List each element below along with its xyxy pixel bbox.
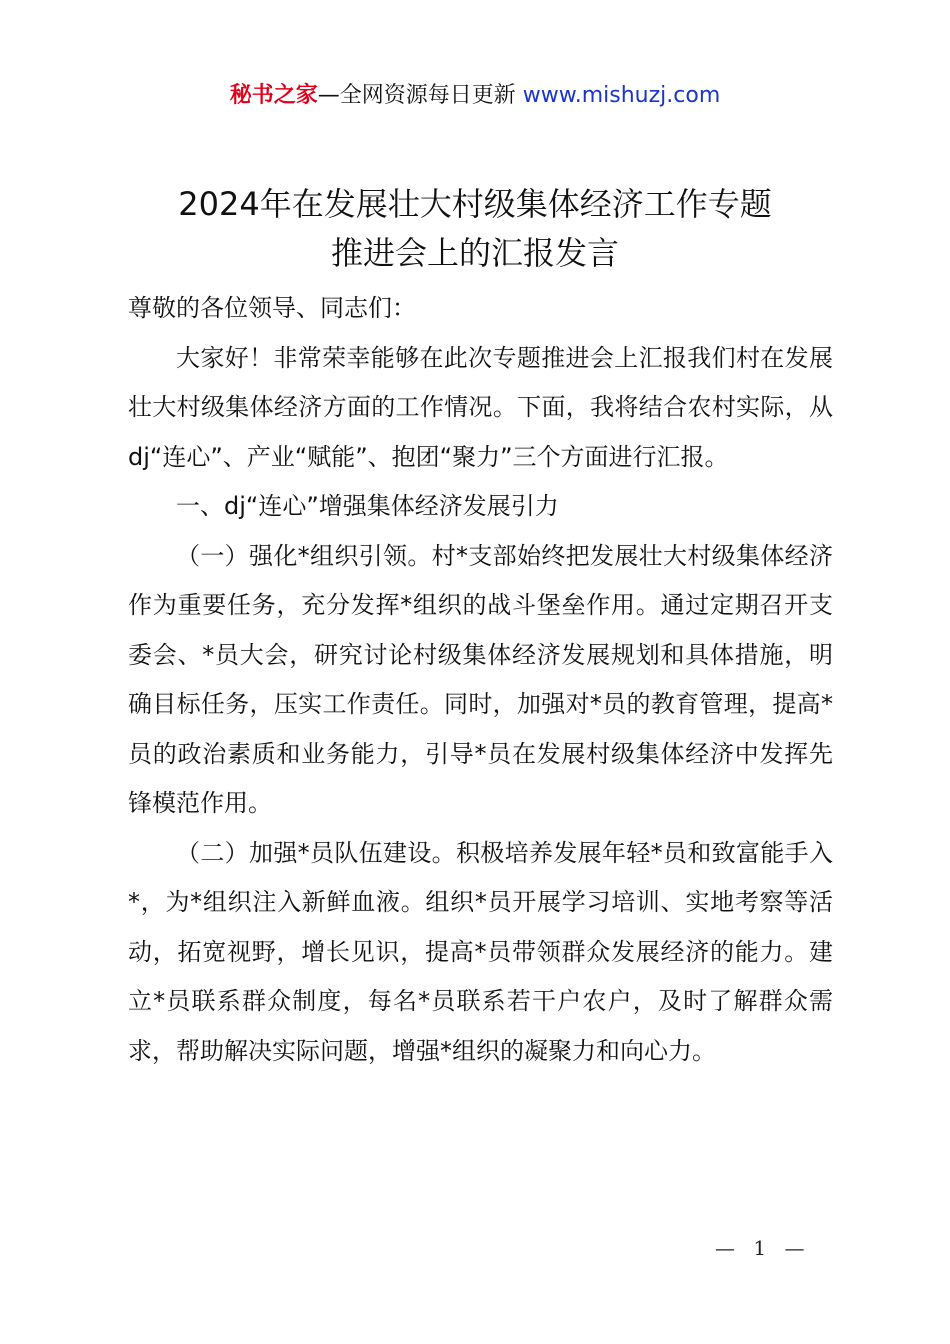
site-header xyxy=(0,80,950,112)
document-title xyxy=(0,180,950,278)
paragraph-1-1: （一）强化*组织引领。村*支部始终把发展壮大村级集体经济作为重要任务，充分发挥*组织的战斗堡垒作用。通过定期召开支委会、*员大会，研究讨论村级集体经济发展规划和具体措施，明确目标任务，压实工作责任。同时，加强对*员的教育管理，提高*员的政治素质和业务能力，引导*员在发展村级集体经济中发挥先锋模范作用。 xyxy=(128,541,833,817)
title-line-1: 2024年在发展壮大村级集体经济工作专题 xyxy=(178,185,772,223)
title-line-2: 推进会上的汇报发言 xyxy=(330,234,619,272)
section-heading-1: 一、dj“连心”增强集体经济发展引力 xyxy=(176,492,559,520)
page-number: — 1 — xyxy=(715,1236,811,1260)
greeting: 尊敬的各位领导、同志们： xyxy=(128,294,416,322)
site-url-link[interactable]: www.mishuzj.com xyxy=(522,83,721,108)
brand-name: 秘书之家 xyxy=(229,83,318,108)
document-body xyxy=(128,284,833,1076)
paragraph-1-2: （二）加强*员队伍建设。积极培养发展年轻*员和致富能手入*，为*组织注入新鲜血液。组织*员开展学习培训、实地考察等活动，拓宽视野，增长见识，提高*员带领群众发展经济的能力。建立*员联系群众制度，每名*员联系若干户农户，及时了解群众需求，帮助解决实际问题，增强*组织的凝聚力和向心力。 xyxy=(128,838,833,1065)
paragraph-intro: 大家好！非常荣幸能够在此次专题推进会上汇报我们村在发展壮大村级集体经济方面的工作情况。下面，我将结合农村实际，从dj“连心”、产业“赋能”、抱团“聚力”三个方面进行汇报。 xyxy=(128,343,833,471)
header-slogan: —全网资源每日更新 xyxy=(317,83,516,108)
